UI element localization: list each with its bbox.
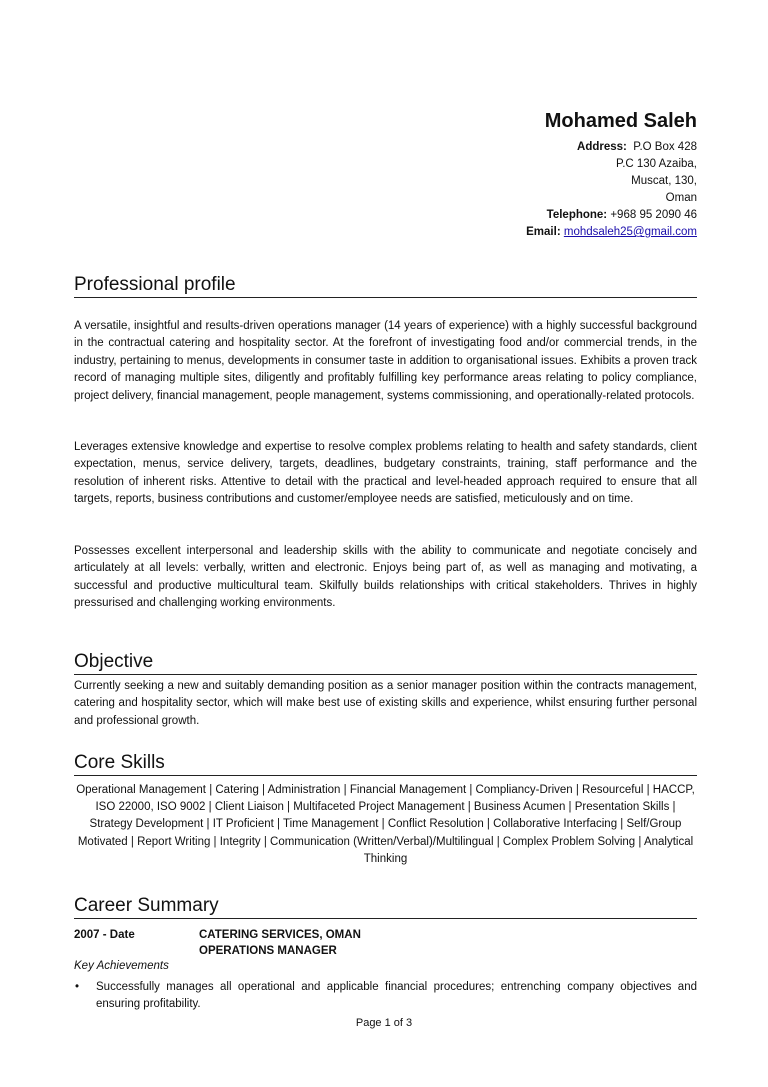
telephone-label: Telephone: xyxy=(546,209,608,221)
bullet-icon: • xyxy=(75,981,80,993)
telephone-line xyxy=(547,208,697,222)
key-achievements-label: Key Achievements xyxy=(74,960,169,972)
career-company: CATERING SERVICES, OMAN xyxy=(199,929,361,941)
email-line xyxy=(526,225,697,239)
section-title-core-skills: Core Skills xyxy=(74,752,697,776)
career-period: 2007 - Date xyxy=(74,929,135,941)
address-value-1: P.O Box 428 xyxy=(633,141,697,153)
objective-text: Currently seeking a new and suitably demanding position as a senior manager position within the contracts management, catering and hospitality sector, which will make best use of existing skills and experience, whilst ensuring further personal and professional growth. xyxy=(74,680,697,727)
profile-paragraph-3: Possesses excellent interpersonal and leadership skills with the ability to communicate and negotiate concisely and articulately at all levels: verbally, written and electronic. Enjoys being part of, as well as managing and motivating, a successful and productive multicultural team. Skilfully builds relationships with critical stakeholders. Thrives in highly pressurised and challenging working environments. xyxy=(74,545,697,610)
achievement-item xyxy=(74,979,697,1013)
address-label: Address: xyxy=(577,141,627,153)
address-line-1 xyxy=(577,140,697,154)
address-line-3: Muscat, 130, xyxy=(631,175,697,187)
candidate-name: Mohamed Saleh xyxy=(544,110,697,132)
section-title-objective: Objective xyxy=(74,651,697,675)
email-label: Email: xyxy=(526,226,561,238)
profile-paragraph-1: A versatile, insightful and results-driven operations manager (14 years of experience) with a highly successful background in the contractual catering and hospitality sector. At the forefront of investigating food and/or commercial trends, in the industry, pertaining to menus, developments in consumer taste in addition to organisational issues. Exhibits a proven track record of managing multiple sites, diligently and profitably fulfilling key performance areas relating to policy compliance, project delivery, financial management, people management, systems commissioning, and operationally-related protocols. xyxy=(74,320,697,402)
section-title-career-summary: Career Summary xyxy=(74,895,697,919)
career-role: OPERATIONS MANAGER xyxy=(199,945,337,957)
telephone-value: +968 95 2090 46 xyxy=(610,209,697,221)
achievement-text: Successfully manages all operational and applicable financial procedures; entrenching company objectives and ensuring profitability. xyxy=(96,981,697,1010)
core-skills-list: Operational Management | Catering | Administration | Financial Management | Compliancy-Driven | Resourceful | HACCP, ISO 22000, ISO 9002 | Client Liaison | Multifaceted Project Management | Business Acumen | Presentation Skills | Strategy Development | IT Proficient | Time Management | Conflict Resolution | Collaborative Interfacing | Self/Group Motivated | Report Writing | Integrity | Communication (Written/Verbal)/Multilingual | Complex Problem Solving | Analytical Thinking xyxy=(76,784,695,865)
address-line-2: P.C 130 Azaiba, xyxy=(616,158,697,170)
profile-paragraph-2: Leverages extensive knowledge and expertise to resolve complex problems relating to health and safety standards, client expectation, menus, service delivery, targets, deadlines, budgetary constraints, training, staff performance and the resolution of inherent risks. Attentive to detail with the practical and level-headed approach required to ensure that all targets, reports, business contributions and customer/employee needs are satisfied, meticulously and on time. xyxy=(74,441,697,506)
section-title-professional-profile: Professional profile xyxy=(74,274,697,298)
address-line-4: Oman xyxy=(665,192,697,204)
email-link[interactable]: mohdsaleh25@gmail.com xyxy=(563,226,697,238)
page-number: Page 1 of 3 xyxy=(355,1017,413,1029)
